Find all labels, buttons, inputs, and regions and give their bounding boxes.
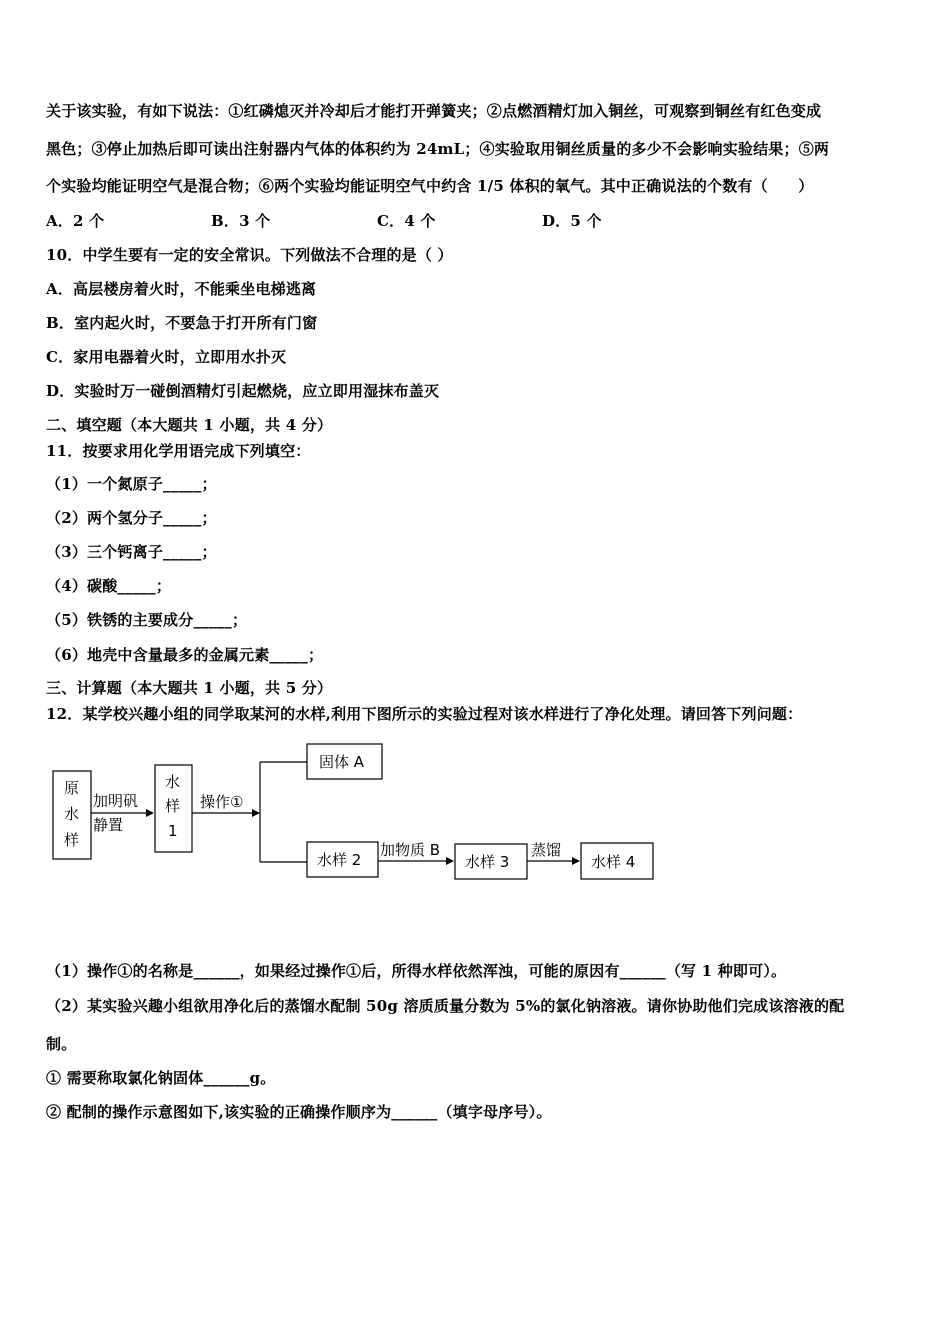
raw-water-char-3: 样 xyxy=(64,831,80,849)
q10-option-d: D．实验时万一碰倒酒精灯引起燃烧，应立即用湿抹布盖灭 xyxy=(46,382,440,400)
operation-1-label: 操作① xyxy=(200,793,244,811)
alum-label: 加明矾 xyxy=(93,792,139,810)
arrowhead-4 xyxy=(572,857,580,865)
add-b-label: 加物质 B xyxy=(380,841,441,859)
q12-sub-1: （1）操作①的名称是______，如果经过操作①后，所得水样依然浑浊，可能的原因有______（写 1 种即可）。 xyxy=(46,962,787,980)
q12-sub-2-item-1: ① 需要称取氯化钠固体______g。 xyxy=(46,1069,276,1087)
q9-line-1: 关于该实验，有如下说法：①红磷熄灭并冷却后才能打开弹簧夹；②点燃酒精灯加入铜丝，可观察到铜丝有红色变成 xyxy=(46,102,822,120)
q11-item-6: （6）地壳中含量最多的金属元素_____； xyxy=(46,646,324,664)
q10-option-a: A．高层楼房着火时，不能乘坐电梯逃离 xyxy=(46,280,317,298)
raw-water-box xyxy=(53,771,91,859)
q10-stem: 10．中学生要有一定的安全常识。下列做法不合理的是（ ） xyxy=(46,246,453,264)
arrowhead-3 xyxy=(446,857,454,865)
arrowhead-1 xyxy=(146,809,154,817)
q10-option-c: C．家用电器着火时，立即用水扑灭 xyxy=(46,348,287,366)
q11-item-2: （2）两个氢分子_____； xyxy=(46,509,217,527)
q12-sub-2-line-2: 制。 xyxy=(46,1035,77,1053)
q9-line-3: 个实验均能证明空气是混合物；⑥两个实验均能证明空气中约含 1/5 体积的氧气。其中正确说法的个数有（ ） xyxy=(46,177,814,195)
raw-water-char-1: 原 xyxy=(64,779,80,797)
q12-stem: 12．某学校兴趣小组的同学取某河的水样,利用下图所示的实验过程对该水样进行了净化处理。请回答下列问题： xyxy=(46,705,803,723)
water-sample-1-box xyxy=(155,765,192,852)
water-3-label: 水样 3 xyxy=(465,853,510,871)
solid-a-label: 固体 A xyxy=(319,753,365,771)
q11-item-1: （1）一个氮原子_____； xyxy=(46,475,217,493)
settle-label: 静置 xyxy=(93,816,124,834)
water-1-char-1: 水 xyxy=(165,773,181,791)
q11-item-5: （5）铁锈的主要成分_____； xyxy=(46,611,248,629)
water-2-label: 水样 2 xyxy=(317,851,362,869)
water-sample-4-box xyxy=(581,843,653,879)
q9-line-2: 黑色；③停止加热后即可读出注射器内气体的体积约为 24mL；④实验取用铜丝质量的多少不会影响实验结果；⑤两 xyxy=(46,140,830,158)
q12-sub-2-item-2: ② 配制的操作示意图如下,该实验的正确操作顺序为______（填字母序号）。 xyxy=(46,1103,552,1121)
arrowhead-2 xyxy=(252,809,260,817)
q9-options xyxy=(46,211,906,231)
q9-option-a: A．2 个 xyxy=(46,212,105,230)
q9-option-d: D．5 个 xyxy=(542,212,602,230)
solid-a-box xyxy=(307,744,382,779)
q12-sub-2-line-1: （2）某实验兴趣小组欲用净化后的蒸馏水配制 50g 溶质质量分数为 5%的氯化钠溶液。请你协助他们完成该溶液的配 xyxy=(46,997,845,1015)
q9-option-b: B．3 个 xyxy=(211,212,271,230)
q11-item-4: （4）碳酸_____； xyxy=(46,577,172,595)
water-1-char-3: 1 xyxy=(168,822,178,840)
water-sample-3-box xyxy=(455,844,527,879)
q10-option-b: B．室内起火时，不要急于打开所有门窗 xyxy=(46,314,318,332)
q11-stem: 11．按要求用化学用语完成下列填空： xyxy=(46,442,311,460)
water-sample-2-box xyxy=(307,842,378,877)
distill-label: 蒸馏 xyxy=(531,841,562,859)
raw-water-char-2: 水 xyxy=(64,805,80,823)
section-2-heading: 二、填空题（本大题共 1 小题，共 4 分） xyxy=(46,416,333,434)
q11-item-3: （3）三个钙离子_____； xyxy=(46,543,217,561)
water-4-label: 水样 4 xyxy=(591,853,636,871)
water-1-char-2: 样 xyxy=(165,797,181,815)
section-3-heading: 三、计算题（本大题共 1 小题，共 5 分） xyxy=(46,679,333,697)
q9-option-c: C．4 个 xyxy=(377,212,436,230)
